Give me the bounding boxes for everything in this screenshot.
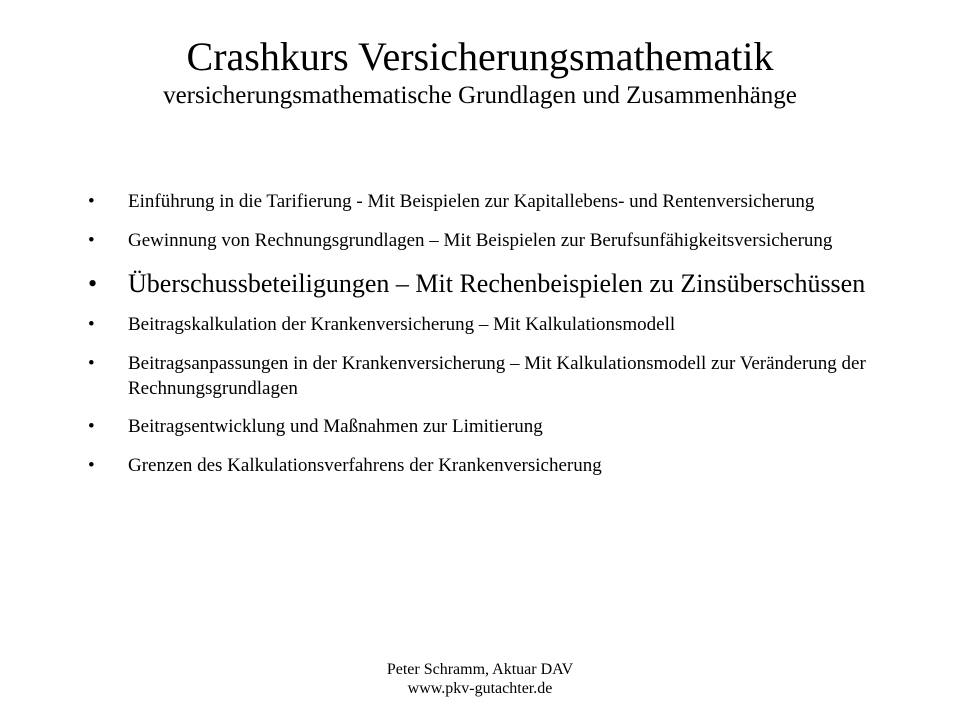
- bullet-icon: •: [88, 229, 95, 251]
- list-item: [88, 229, 910, 254]
- page-title: Crashkurs Versicherungsmathematik: [186, 34, 774, 79]
- page-subtitle: versicherungsmathematische Grundlagen und Zusammenhänge: [163, 82, 797, 109]
- footer-author: Peter Schramm, Aktuar DAV: [386, 661, 574, 678]
- bullet-icon: •: [88, 191, 95, 212]
- list-item: [88, 313, 910, 338]
- footer: [0, 660, 960, 698]
- list-item-text: Grenzen des Kalkulationsverfahrens der Krankenversicherung: [128, 454, 602, 476]
- list-item-text: Beitragskalkulation der Krankenversicherung – Mit Kalkulationsmodell: [128, 314, 676, 336]
- bullet-icon: •: [88, 314, 95, 336]
- list-item-text: Überschussbeteiligungen – Mit Rechenbeispielen zu Zinsüberschüssen: [128, 269, 866, 299]
- bullet-icon: •: [88, 352, 95, 374]
- list-item: [88, 267, 910, 301]
- list-item: [88, 415, 910, 440]
- list-item: [88, 352, 910, 401]
- bullet-list: [88, 190, 910, 493]
- bullet-icon: •: [88, 416, 95, 438]
- list-item-text: Beitragsanpassungen in der Krankenversicherung – Mit Kalkulationsmodell zur Veränderung der Rechnungsgrundlagen: [128, 352, 866, 399]
- bullet-icon: •: [88, 454, 95, 476]
- footer-website: www.pkv-gutachter.de: [407, 680, 553, 698]
- list-item: [88, 190, 910, 215]
- list-item-text: Einführung in die Tarifierung - Mit Beispielen zur Kapitallebens- und Rentenversicherung: [128, 191, 815, 212]
- bullet-icon: •: [88, 269, 98, 299]
- list-item: [88, 454, 910, 479]
- list-item-text: Gewinnung von Rechnungsgrundlagen – Mit Beispielen zur Berufsunfähigkeitsversicherung: [128, 229, 833, 251]
- list-item-text: Beitragsentwicklung und Maßnahmen zur Limitierung: [128, 416, 543, 438]
- slide-title: [0, 34, 960, 111]
